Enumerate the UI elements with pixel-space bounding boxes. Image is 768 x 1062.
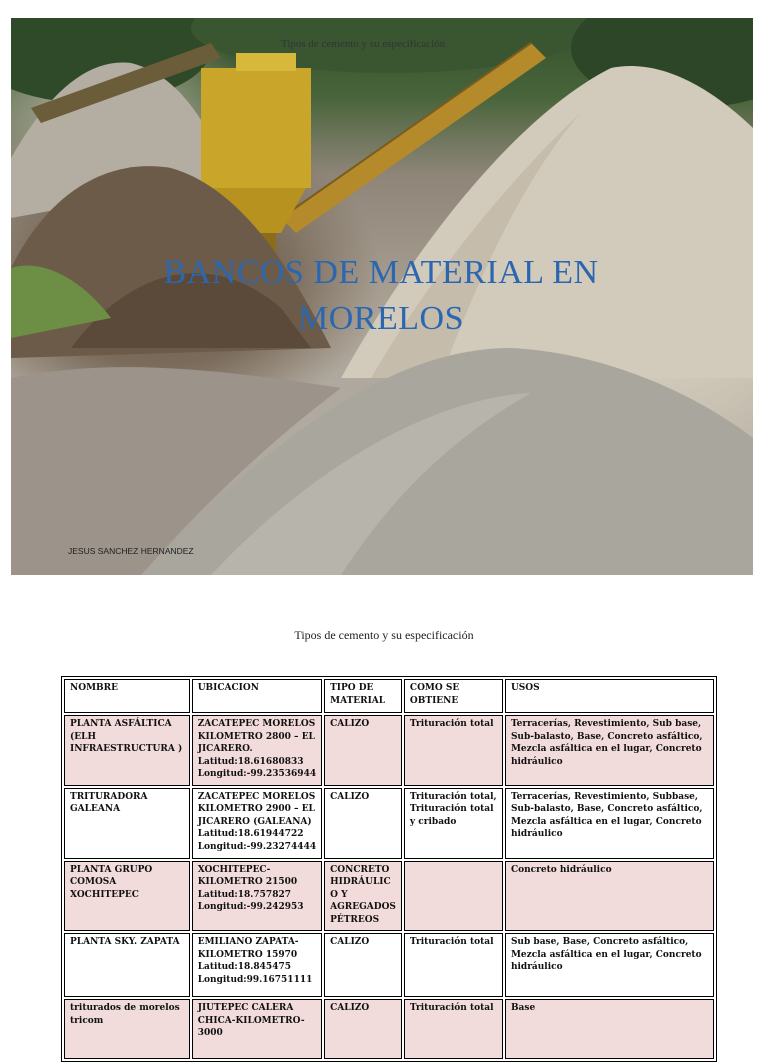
header-como-se-obtiene: COMO SE OBTIENE	[404, 679, 503, 713]
ubicacion-text: XOCHITEPEC-KILOMETRO 21500	[197, 864, 298, 887]
cell-ubicacion	[192, 788, 322, 859]
cell-nombre: PLANTA GRUPO COMOSA XOCHITEPEC	[64, 861, 190, 932]
cover-image	[11, 18, 753, 575]
table-row	[64, 788, 714, 859]
ubicacion-text: ZACATEPEC MORELOS KILOMETRO 2900 – EL JICARERO (GALEANA)	[197, 791, 316, 827]
ubicacion-text: EMILIANO ZAPATA-KILOMETRO 15970	[197, 937, 299, 960]
cell-obtiene: Trituración total	[404, 999, 503, 1059]
longitud-text: Longitud:-99.242953	[197, 902, 304, 912]
cell-obtiene	[404, 861, 503, 932]
cell-nombre: triturados de morelos tricom	[64, 999, 190, 1059]
cover-author: JESUS SANCHEZ HERNANDEZ	[68, 546, 194, 556]
table-row	[64, 861, 714, 932]
cell-ubicacion	[192, 933, 322, 997]
cell-usos: Terracerías, Revestimiento, Subbase, Sub-balasto, Base, Concreto asfáltico, Mezcla asfáltica en el lugar, Concreto hidráulico	[505, 788, 714, 859]
longitud-text: Longitud:-99.23536944	[197, 769, 317, 779]
cell-ubicacion	[192, 999, 322, 1059]
ubicacion-text: ZACATEPEC MORELOS KILOMETRO 2800 – EL JICARERO.	[197, 719, 316, 754]
header-tipo-material: TIPO DE MATERIAL	[324, 679, 402, 713]
cell-obtiene: Trituración total	[404, 715, 503, 786]
cell-nombre: PLANTA ASFÁLTICA (ELH INFRAESTRUCTURA )	[64, 715, 190, 786]
document-title: Tipos de cemento y su especificación	[294, 628, 474, 642]
ubicacion-text: JIUTEPEC CALERA CHICA-KILOMETRO-3000	[197, 1003, 305, 1038]
table-header-row	[64, 679, 714, 713]
latitud-text: Latitud:18.845475	[197, 962, 291, 972]
cell-tipo: CALIZO	[324, 933, 402, 997]
cell-usos: Terracerías, Revestimiento, Sub base, Sub-balasto, Base, Concreto asfáltico, Mezcla asfáltica en el lugar, Concreto hidráulico	[505, 715, 714, 786]
cell-ubicacion	[192, 861, 322, 932]
cell-ubicacion	[192, 715, 322, 786]
latitud-text: Latitud:18.757827	[197, 889, 291, 900]
header-ubicacion: UBICACION	[192, 679, 322, 713]
cell-obtiene: Trituración total, Trituración total y cribado	[404, 788, 503, 859]
latitud-text: Latitud:18.61944722	[197, 829, 304, 839]
longitud-text: Longitud:-99.23274444	[197, 841, 317, 852]
table-row	[64, 933, 714, 997]
cover-title	[131, 250, 631, 342]
latitud-text: Latitud:18.61680833	[197, 756, 304, 767]
cover-title-line1: BANCOS DE MATERIAL EN	[163, 254, 599, 291]
cell-usos: Sub base, Base, Concreto asfáltico, Mezcla asfáltica en el lugar, Concreto hidráulico	[505, 933, 714, 997]
table-row	[64, 999, 714, 1059]
cell-tipo: CALIZO	[324, 788, 402, 859]
cell-obtiene: Trituración total	[404, 933, 503, 997]
header-usos: USOS	[505, 679, 714, 713]
cell-tipo: CALIZO	[324, 999, 402, 1059]
cell-nombre: TRITURADORA GALEANA	[64, 788, 190, 859]
cell-nombre: PLANTA SKY. ZAPATA	[64, 933, 190, 997]
cell-tipo: CONCRETO HIDRÁULIC O Y AGREGADOS PÉTREOS	[324, 861, 402, 932]
table-row	[64, 715, 714, 786]
cover-caption: Tipos de cemento y su especificación	[281, 38, 446, 50]
header-nombre: NOMBRE	[64, 679, 190, 713]
cover-title-line2: MORELOS	[298, 300, 464, 337]
material-banks-table	[61, 676, 717, 1062]
cell-usos: Base	[505, 999, 714, 1059]
longitud-text: Longitud:99.16751111	[197, 974, 313, 985]
cell-tipo: CALIZO	[324, 715, 402, 786]
cell-usos: Concreto hidráulico	[505, 861, 714, 932]
